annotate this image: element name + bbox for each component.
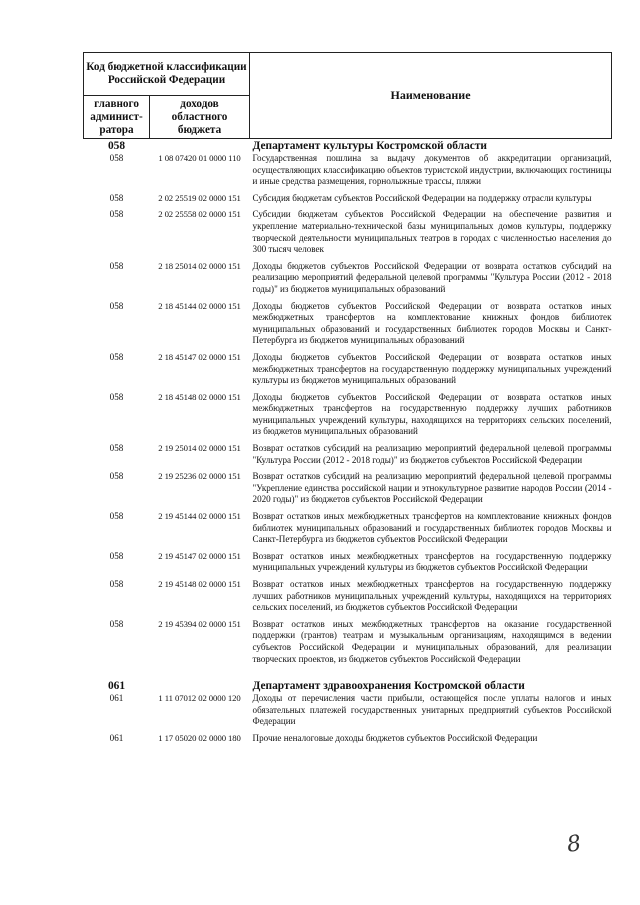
admin-code-cell: 058 — [109, 471, 124, 482]
income-code-cell: 2 18 45144 02 0000 151 — [158, 300, 241, 311]
income-name-cell: Возврат остатков иных межбюджетных трансфертов на оказание государственной поддержки (грантов) театрам и музыкальным организациям, находящимся в ведении субъектов Российской Федерации и муниципальных образований, для реализации творческих проектов, из бюджетов субъектов Российской Федерации — [252, 618, 612, 664]
income-name-cell: Государственная пошлина за выдачу документов об аккредитации организаций, осуществляющих классификацию объектов туристской индустрии, включающих гостиницы и иные средства размещения, горнолыжные трассы, пляжи — [252, 153, 612, 187]
admin-code-cell: 058 — [109, 300, 124, 311]
table-row — [84, 153, 612, 188]
department-code: 061 — [107, 680, 126, 693]
table-row — [84, 579, 612, 614]
income-code-cell: 2 18 45148 02 0000 151 — [158, 391, 241, 402]
department-empty-cell — [150, 139, 250, 154]
income-code-cell: 2 19 45394 02 0000 151 — [158, 618, 241, 629]
table-row — [84, 209, 612, 255]
table-row — [84, 301, 612, 347]
income-name-cell: Возврат остатков субсидий на реализацию мероприятий федеральной целевой программы "Культура России (2012 - 2018 годы)" из бюджетов субъектов Российской Федерации — [252, 443, 612, 465]
admin-code-cell: 061 — [109, 693, 124, 704]
table-header — [84, 53, 612, 139]
budget-classification-table — [83, 52, 612, 745]
department-title: Департамент культуры Костромской области — [252, 140, 487, 152]
income-code-cell: 2 02 25519 02 0000 151 — [158, 192, 241, 203]
department-code: 058 — [107, 140, 126, 152]
income-name-cell: Доходы бюджетов субъектов Российской Федерации от возврата остатков иных межбюджетных трансфертов на государственную поддержку лучших работников муниципальных учреждений культуры, находящихся на территориях сельских поселений, из бюджетов муниципальных образований — [252, 391, 612, 437]
income-name-cell: Возврат остатков субсидий на реализацию мероприятий федеральной целевой программы "Укрепление единства российской нации и этнокультурное развитие народов России (2014 - 2020 годы)" из бюджетов субъектов Российской Федерации — [252, 471, 612, 505]
income-code-cell: 2 02 25558 02 0000 151 — [158, 209, 241, 220]
income-code-cell: 2 19 25236 02 0000 151 — [158, 471, 241, 482]
department-row — [84, 679, 612, 693]
income-code-cell: 1 17 05020 02 0000 180 — [158, 732, 241, 743]
admin-code-cell: 058 — [109, 391, 124, 402]
table-row — [84, 551, 612, 574]
admin-code-cell: 058 — [109, 443, 124, 454]
income-code-cell: 1 11 07012 02 0000 120 — [158, 693, 241, 704]
table-row — [84, 443, 612, 466]
income-name-cell: Доходы от перечисления части прибыли, остающейся после уплаты налогов и иных обязательных платежей государственных унитарных предприятий субъектов Российской Федерации — [252, 693, 612, 727]
table-row — [84, 693, 612, 728]
table-row — [84, 392, 612, 438]
income-column-header: доходов областного бюджета — [150, 96, 250, 139]
income-name-cell: Субсидия бюджетам субъектов Российской Федерации на поддержку отрасли культуры — [252, 192, 592, 203]
section-spacer — [84, 665, 612, 679]
table-row — [84, 193, 612, 205]
page-number-mark: 8 — [565, 831, 583, 858]
department-empty-cell — [150, 679, 250, 693]
table-row — [84, 471, 612, 506]
income-code-cell: 2 19 25014 02 0000 151 — [158, 443, 241, 454]
income-name-cell: Доходы бюджетов субъектов Российской Федерации от возврата остатков иных межбюджетных трансфертов на комплектование книжных фондов библиотек муниципальных образований и государственных библиотек городов Москвы и Санкт-Петербурга из бюджетов муниципальных образований — [252, 300, 612, 346]
admin-code-cell: 058 — [109, 351, 124, 362]
department-row — [84, 139, 612, 154]
table-body — [84, 139, 612, 745]
name-column-header: Наименование — [250, 53, 612, 139]
table-row — [84, 352, 612, 387]
income-code-cell: 2 19 45144 02 0000 151 — [158, 511, 241, 522]
table-row — [84, 619, 612, 665]
income-code-cell: 1 08 07420 01 0000 110 — [158, 153, 241, 163]
table-row — [84, 511, 612, 546]
admin-code-cell: 061 — [109, 732, 124, 743]
table-row — [84, 261, 612, 296]
income-code-cell: 2 18 25014 02 0000 151 — [158, 260, 241, 271]
income-code-cell: 2 19 45148 02 0000 151 — [158, 579, 241, 589]
department-title: Департамент здравоохранения Костромской области — [252, 680, 525, 693]
income-name-cell: Субсидии бюджетам субъектов Российской Федерации на обеспечение развития и укрепление материально-технической базы муниципальных домов культуры, поддержку творческой деятельности муниципальных театров в городах с численностью населения до 300 тысяч человек — [252, 209, 612, 255]
admin-code-cell: 058 — [109, 550, 124, 561]
income-code-cell: 2 19 45147 02 0000 151 — [158, 550, 241, 561]
income-name-cell: Доходы бюджетов субъектов Российской Федерации от возврата остатков субсидий на реализацию мероприятий федеральной целевой программы "Культура России (2012 - 2018 годы)" из бюджетов муниципальных образований — [252, 260, 612, 294]
income-name-cell: Возврат остатков иных межбюджетных трансфертов на государственную поддержку муниципальных учреждений культуры из бюджетов субъектов Российской Федерации — [252, 550, 612, 573]
admin-code-cell: 058 — [109, 511, 124, 522]
admin-code-cell: 058 — [109, 192, 124, 203]
admin-code-cell: 058 — [109, 153, 124, 163]
admin-code-cell: 058 — [109, 209, 124, 220]
income-name-cell: Прочие неналоговые доходы бюджетов субъектов Российской Федерации — [252, 732, 538, 743]
income-name-cell: Доходы бюджетов субъектов Российской Федерации от возврата остатков иных межбюджетных трансфертов на государственную поддержку муниципальных учреждений культуры из бюджетов муниципальных образований — [252, 351, 612, 386]
document-sheet — [83, 52, 611, 745]
income-name-cell: Возврат остатков иных межбюджетных трансфертов на комплектование книжных фондов библиотек муниципальных образований и государственных библиотек городов Москвы и Санкт-Петербурга из бюджетов субъектов Российской Федерации — [252, 511, 612, 545]
admin-column-header: главного админист-ратора — [84, 96, 150, 139]
income-name-cell: Возврат остатков иных межбюджетных трансфертов на государственную поддержку лучших работников муниципальных учреждений культуры, находящихся на территориях сельских поселений, из бюджетов субъектов Российской Федерации — [252, 579, 612, 613]
income-code-cell: 2 18 45147 02 0000 151 — [158, 351, 241, 362]
table-row — [84, 733, 612, 745]
admin-code-cell: 058 — [109, 260, 124, 271]
admin-code-cell: 058 — [109, 618, 124, 629]
code-group-header: Код бюджетной классификации Российской Федерации — [84, 53, 250, 96]
spacer-cell — [84, 665, 612, 679]
admin-code-cell: 058 — [109, 579, 124, 589]
